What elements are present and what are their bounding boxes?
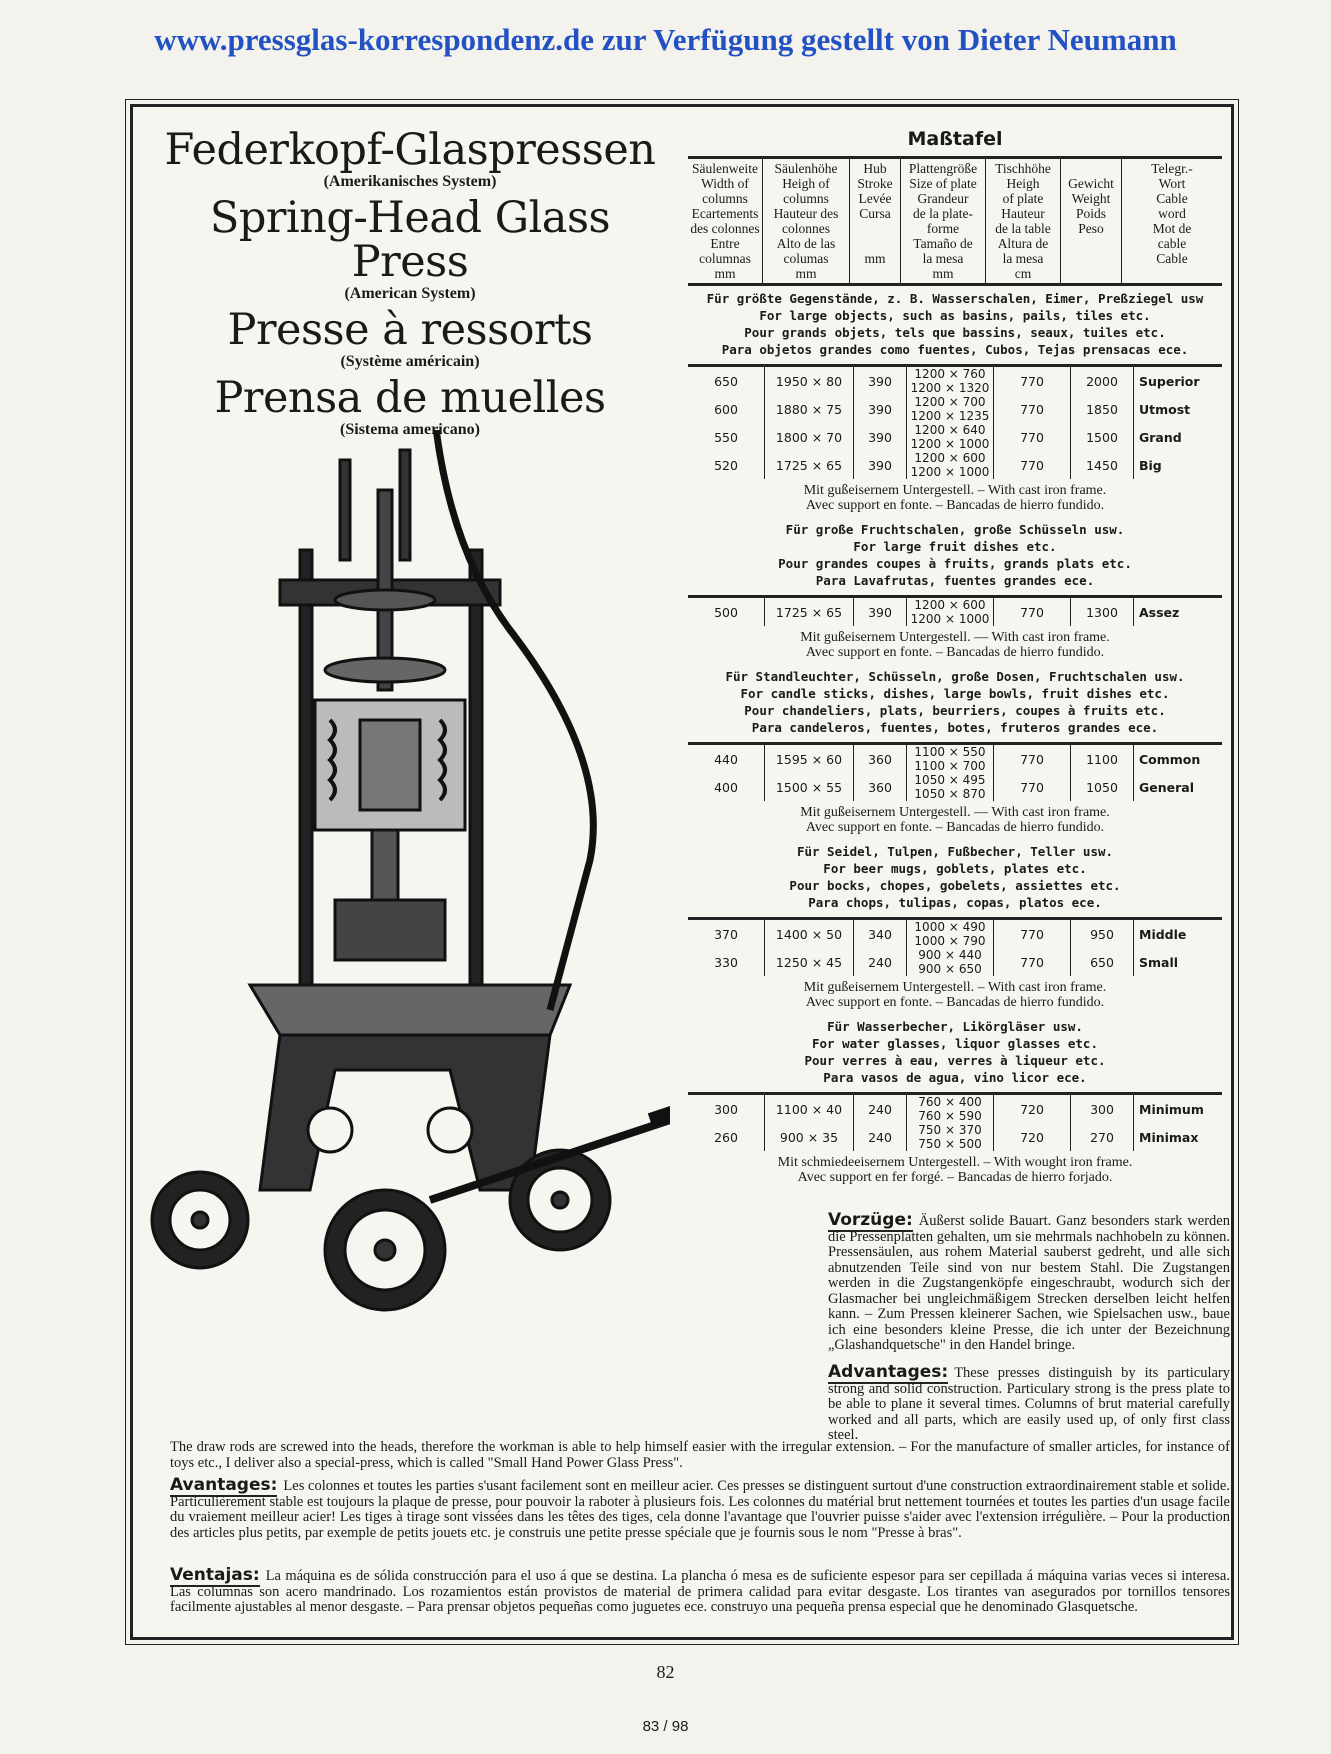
table-cell-plate <box>907 1094 994 1124</box>
table-row <box>688 919 1222 949</box>
section-description <box>688 290 1222 358</box>
table-cell: 770 <box>994 395 1071 423</box>
table-cell: 1880 × 75 <box>765 395 854 423</box>
size-table <box>688 595 1222 626</box>
plate-size-value: 760 × 590 <box>918 1109 982 1123</box>
section-description-line: Para objetos grandes como fuentes, Cubos, Tejas prensacas ece. <box>721 342 1189 357</box>
table-cell: Common <box>1134 744 1223 774</box>
plate-size-value: 1200 × 1000 <box>910 612 990 626</box>
table-cell: 520 <box>714 457 738 473</box>
header-column-width: Säulenweite Width of columns Ecartements des colonnes Entre columnas mm <box>690 161 760 281</box>
table-cell: 1500 × 55 <box>765 773 854 801</box>
section-description-line: Para candeleros, fuentes, botes, fruteros grandes ece. <box>751 720 1159 735</box>
table-cell: 2000 <box>1071 366 1134 396</box>
header-plate-size: Plattengröße Size of plate Grandeur de la plate- forme Tamaño de la mesa mm <box>901 158 986 285</box>
table-cell: 720 <box>994 1094 1071 1124</box>
table-cell: 1050 <box>1071 773 1134 801</box>
frame-note-line: Mit gußeisernem Untergestell. – With cast iron frame. <box>803 483 1107 498</box>
table-cell: 900 × 35 <box>765 1123 854 1151</box>
table-cell: 440 <box>714 751 738 767</box>
table-cell: Minimum <box>1134 1094 1223 1124</box>
table-row <box>688 744 1222 774</box>
text-vorzuge: Äußerst solide Bauart. Ganz besonders stark werden die Pressenplatten gehalten, um sie mehrmals nachhobeln zu können. Pressensäulen, aus rohem Material sauberst gedreht, und alle sich abnutzenden Teile sind von nur bestem Stahl. Die Zugstangen werden in die Zugstangenköpfe eingeschraubt, wodurch sich der Glasmacher bei ungleichmäßigem Strecken derselben leicht helfen kann. – Zum Pressen kleinerer Sachen, wie Spielsachen usw., baue ich eine besonders kleine Presse, die ich unter der Bezeichnung „Glashandquetsche" in den Handel bringe. <box>828 1213 1230 1353</box>
table-cell-plate <box>907 395 994 423</box>
table-cell-plate <box>907 773 994 801</box>
table-cell: 950 <box>1071 919 1134 949</box>
header-stroke: Hub Stroke Levée Cursa mm <box>850 158 901 285</box>
table-cell: 400 <box>714 779 738 795</box>
header-weight: Gewicht Weight Poids Peso <box>1061 158 1122 285</box>
table-cell: 600 <box>714 401 738 417</box>
frame-note <box>688 630 1222 660</box>
table-cell: 360 <box>854 773 907 801</box>
plate-size-value: 750 × 500 <box>918 1137 982 1151</box>
table-cell: 1800 × 70 <box>765 423 854 451</box>
table-cell: 770 <box>994 773 1071 801</box>
plate-size-value: 1200 × 1000 <box>910 437 990 451</box>
frame-note-line: Avec support en fonte. – Bancadas de hierro fundido. <box>805 645 1105 660</box>
table-cell: 390 <box>854 423 907 451</box>
header-link[interactable]: www.pressglas-korrespondenz.de zur Verfügung gestellt von Dieter Neumann <box>154 22 1177 57</box>
section-description-line: Für größte Gegenstände, z. B. Wasserschalen, Eimer, Preßziegel usw <box>706 291 1204 306</box>
frame-note-line: Avec support en fonte. – Bancadas de hierro fundido. <box>805 820 1105 835</box>
section-description-line: For beer mugs, goblets, plates etc. <box>823 861 1087 876</box>
table-cell: Big <box>1134 451 1223 479</box>
plate-size-value: 900 × 440 <box>918 948 982 962</box>
text-avantages: Les colonnes et toutes les parties s'usant facilement sont en meilleur acier. Ces presses se distinguent surtout d'une construction extraordinairement stable et solide. Particulièrement stable est toujours la plaque de presse, pour pouvoir la raboter à plusieurs fois. Les colonnes du matérial brut nettement tournées et toutes les parties d'un usage facile du vraiement meilleur acier! Les tiges à tirage sont vissées dans les têtes des tiges, cela donne l'avantage que l'ouvrier puisse s'aider avec l'extension irrégulière. – Pour la production des articles plus petits, par exemple de petits jouets etc. je construis une petite presse spéciale que je fournis sous le nom "Presse à bras". <box>170 1478 1230 1541</box>
table-cell: 1850 <box>1071 395 1134 423</box>
advantages-english <box>828 1362 1230 1444</box>
advantages-english-continued: The draw rods are screwed into the heads, therefore the workman is able to help himself easier with the irregular extension. – For the manufacture of smaller articles, for instance of toys etc., I deliver also a special-press, which is called "Small Hand Power Glass Press". <box>170 1439 1230 1471</box>
subtitle-french: (Système américain) <box>340 353 480 370</box>
dimension-table-area <box>688 128 1222 1193</box>
table-cell: Assez <box>1134 597 1223 627</box>
table-cell: Grand <box>1134 423 1223 451</box>
table-cell: 770 <box>994 423 1071 451</box>
table-cell: 650 <box>1071 948 1134 976</box>
plate-size-value: 1200 × 700 <box>914 395 986 409</box>
title-english: Spring-Head Glass Press <box>209 193 611 287</box>
table-cell: 1100 × 40 <box>765 1094 854 1124</box>
frame-note <box>688 805 1222 835</box>
table-cell: 390 <box>854 366 907 396</box>
page-number: 82 <box>656 1662 675 1682</box>
section-description-line: For candle sticks, dishes, large bowls, fruit dishes etc. <box>740 686 1170 701</box>
title-french: Presse à ressorts <box>227 305 593 355</box>
table-cell: 770 <box>994 948 1071 976</box>
plate-size-value: 1200 × 1320 <box>910 381 990 395</box>
page-count: 83 / 98 <box>642 1718 689 1735</box>
section-description <box>688 843 1222 911</box>
table-cell: 1450 <box>1071 451 1134 479</box>
table-row <box>688 948 1222 976</box>
section-description-line: Pour grands objets, tels que bassins, seaux, tuiles etc. <box>744 325 1166 340</box>
table-title: Maßtafel <box>907 128 1003 150</box>
header-telegram-word: Telegr.- Wort Cable word Mot de cable Cable <box>1122 158 1223 285</box>
plate-size-value: 760 × 400 <box>918 1095 982 1109</box>
section-description-line: Para chops, tulipas, copas, platos ece. <box>808 895 1102 910</box>
header-column-height: Säulenhöhe Heigh of columns Hauteur des colonnes Alto de las columas mm <box>763 158 850 285</box>
plate-size-value: 1200 × 600 <box>914 451 986 465</box>
table-cell: 1725 × 65 <box>765 597 854 627</box>
section-description-line: Pour verres à eau, verres à liqueur etc. <box>804 1053 1106 1068</box>
plate-size-value: 1200 × 760 <box>914 367 986 381</box>
title-block <box>150 125 670 444</box>
label-ventajas: Ventajas: <box>170 1565 260 1585</box>
section-description <box>688 521 1222 589</box>
table-row <box>688 423 1222 451</box>
table-cell: 370 <box>714 926 738 942</box>
table-cell-plate <box>907 744 994 774</box>
section-description-line: Para Lavafrutas, fuentes grandes ece. <box>815 573 1095 588</box>
frame-note <box>688 980 1222 1010</box>
size-table <box>688 364 1222 479</box>
table-cell: 340 <box>854 919 907 949</box>
text-ventajas: La máquina es de sólida construcción para el uso á que se destina. La plancha ó mesa es de suficiente espesor para ser cepillada á máquina varias veces si interesa. Las columnas son acero mandrinado. Los rozamientos están provistos de material de primera calidad para evitar desgaste. Los tirantes van asegurados por tornillos tensores facilmente ajustables al menor desgaste. – Para prensar objetos pequeñas como juguetes ece. construyo una pequeña prensa especial que he denominado Glasquetsche. <box>170 1568 1230 1615</box>
text-advantages: These presses distinguish by its particulary strong and solid construction. Particulary strong is the press plate to be able to plane it several times. Columns of brut material carefully worked and all parts, which are easily used up, of only first class steel. <box>828 1365 1230 1443</box>
table-row <box>688 1094 1222 1124</box>
table-cell: 260 <box>714 1129 738 1145</box>
table-row <box>688 451 1222 479</box>
table-cell-plate <box>907 451 994 479</box>
table-cell: 1950 × 80 <box>765 366 854 396</box>
table-cell: 770 <box>994 919 1071 949</box>
section-description-line: Para vasos de agua, vino licor ece. <box>823 1070 1087 1085</box>
table-cell: Minimax <box>1134 1123 1223 1151</box>
table-cell: 770 <box>994 366 1071 396</box>
table-cell: 1400 × 50 <box>765 919 854 949</box>
frame-note-line: Mit gußeisernem Untergestell. – With cast iron frame. <box>803 980 1107 995</box>
table-cell: 1250 × 45 <box>765 948 854 976</box>
frame-note-line: Mit gußeisernem Untergestell. — With cast iron frame. <box>800 805 1110 820</box>
section-description <box>688 668 1222 736</box>
table-cell: 500 <box>714 604 738 620</box>
plate-size-value: 1000 × 490 <box>914 920 986 934</box>
section-description-line: Pour grandes coupes à fruits, grands plats etc. <box>778 556 1132 571</box>
table-header-row <box>688 158 1222 285</box>
table-row <box>688 597 1222 627</box>
title-german: Federkopf-Glaspressen <box>164 125 656 175</box>
table-cell: 650 <box>714 373 738 389</box>
section-description-line: For large fruit dishes etc. <box>853 539 1057 554</box>
title-spanish: Prensa de muelles <box>214 373 606 423</box>
advantages-french <box>170 1475 1230 1541</box>
table-row <box>688 1123 1222 1151</box>
table-cell: 300 <box>714 1101 738 1117</box>
table-cell: 390 <box>854 597 907 627</box>
table-cell: Middle <box>1134 919 1223 949</box>
label-avantages: Avantages: <box>170 1475 278 1495</box>
table-cell: 550 <box>714 429 738 445</box>
frame-note-line: Avec support en fonte. – Bancadas de hierro fundido. <box>805 498 1105 513</box>
size-table <box>688 917 1222 976</box>
subtitle-english: (American System) <box>344 285 476 302</box>
table-cell-plate <box>907 597 994 627</box>
table-cell: 270 <box>1071 1123 1134 1151</box>
table-row <box>688 773 1222 801</box>
table-cell: General <box>1134 773 1223 801</box>
frame-note-line: Mit schmiedeeisernem Untergestell. – With wought iron frame. <box>777 1155 1133 1170</box>
table-cell: 390 <box>854 395 907 423</box>
glass-press-illustration <box>150 430 670 1420</box>
table-cell-plate <box>907 423 994 451</box>
section-description-line: Pour chandeliers, plats, beurriers, coupes à fruits etc. <box>744 703 1166 718</box>
table-cell: 1595 × 60 <box>765 744 854 774</box>
table-cell: Utmost <box>1134 395 1223 423</box>
section-description-line: Für Standleuchter, Schüsseln, große Dosen, Fruchtschalen usw. <box>725 669 1185 684</box>
table-cell: Small <box>1134 948 1223 976</box>
section-description-line: Für Wasserbecher, Likörgläser usw. <box>827 1019 1083 1034</box>
table-cell: 1725 × 65 <box>765 451 854 479</box>
table-cell-plate <box>907 948 994 976</box>
label-vorzuge: Vorzüge: <box>828 1210 913 1230</box>
section-description-line: Pour bocks, chopes, gobelets, assiettes etc. <box>789 878 1121 893</box>
advantages-german <box>828 1210 1230 1354</box>
table-cell: 240 <box>854 948 907 976</box>
table-cell: 1500 <box>1071 423 1134 451</box>
label-advantages: Advantages: <box>828 1362 949 1382</box>
table-cell: 720 <box>994 1123 1071 1151</box>
section-description-line: For water glasses, liquor glasses etc. <box>812 1036 1098 1051</box>
size-table <box>688 1092 1222 1151</box>
table-cell: 240 <box>854 1123 907 1151</box>
header-table-height: Tischhöhe Heigh of plate Hauteur de la table Altura de la mesa cm <box>986 158 1061 285</box>
table-cell: 360 <box>854 744 907 774</box>
section-description-line: Für große Fruchtschalen, große Schüsseln usw. <box>785 522 1125 537</box>
table-sections <box>688 290 1222 1185</box>
plate-size-value: 1200 × 1235 <box>910 409 990 423</box>
subtitle-german: (Amerikanisches System) <box>323 173 497 190</box>
table-cell-plate <box>907 366 994 396</box>
table-cell-plate <box>907 919 994 949</box>
table-cell: 240 <box>854 1094 907 1124</box>
table-cell: 1300 <box>1071 597 1134 627</box>
plate-size-value: 1000 × 790 <box>914 934 986 948</box>
frame-note <box>688 1155 1222 1185</box>
table-cell: 300 <box>1071 1094 1134 1124</box>
advantages-spanish <box>170 1565 1230 1616</box>
frame-note-line: Avec support en fer forgé. – Bancadas de hierro forjado. <box>797 1170 1113 1185</box>
plate-size-value: 1200 × 1000 <box>910 465 990 479</box>
section-description <box>688 1018 1222 1086</box>
table-cell: 770 <box>994 597 1071 627</box>
section-description-line: Für Seidel, Tulpen, Fußbecher, Teller usw. <box>796 844 1114 859</box>
table-cell: 1100 <box>1071 744 1134 774</box>
plate-size-value: 750 × 370 <box>918 1123 982 1137</box>
subtitle-spanish: (Sistema americano) <box>340 421 480 438</box>
frame-note <box>688 483 1222 513</box>
table-cell: 770 <box>994 451 1071 479</box>
table-cell: 770 <box>994 744 1071 774</box>
plate-size-value: 1200 × 640 <box>914 423 986 437</box>
plate-size-value: 1200 × 600 <box>914 598 986 612</box>
table-cell: 330 <box>714 954 738 970</box>
table-cell-plate <box>907 1123 994 1151</box>
plate-size-value: 1100 × 700 <box>914 759 986 773</box>
table-cell: Superior <box>1134 366 1223 396</box>
plate-size-value: 1100 × 550 <box>914 745 986 759</box>
plate-size-value: 1050 × 495 <box>914 773 986 787</box>
section-description-line: For large objects, such as basins, pails, tiles etc. <box>759 308 1151 323</box>
table-cell: 390 <box>854 451 907 479</box>
plate-size-value: 900 × 650 <box>918 962 982 976</box>
plate-size-value: 1050 × 870 <box>914 787 986 801</box>
frame-note-line: Avec support en fonte. – Bancadas de hierro fundido. <box>805 995 1105 1010</box>
table-row <box>688 366 1222 396</box>
table-row <box>688 395 1222 423</box>
size-table <box>688 742 1222 801</box>
frame-note-line: Mit gußeisernem Untergestell. — With cast iron frame. <box>800 630 1110 645</box>
